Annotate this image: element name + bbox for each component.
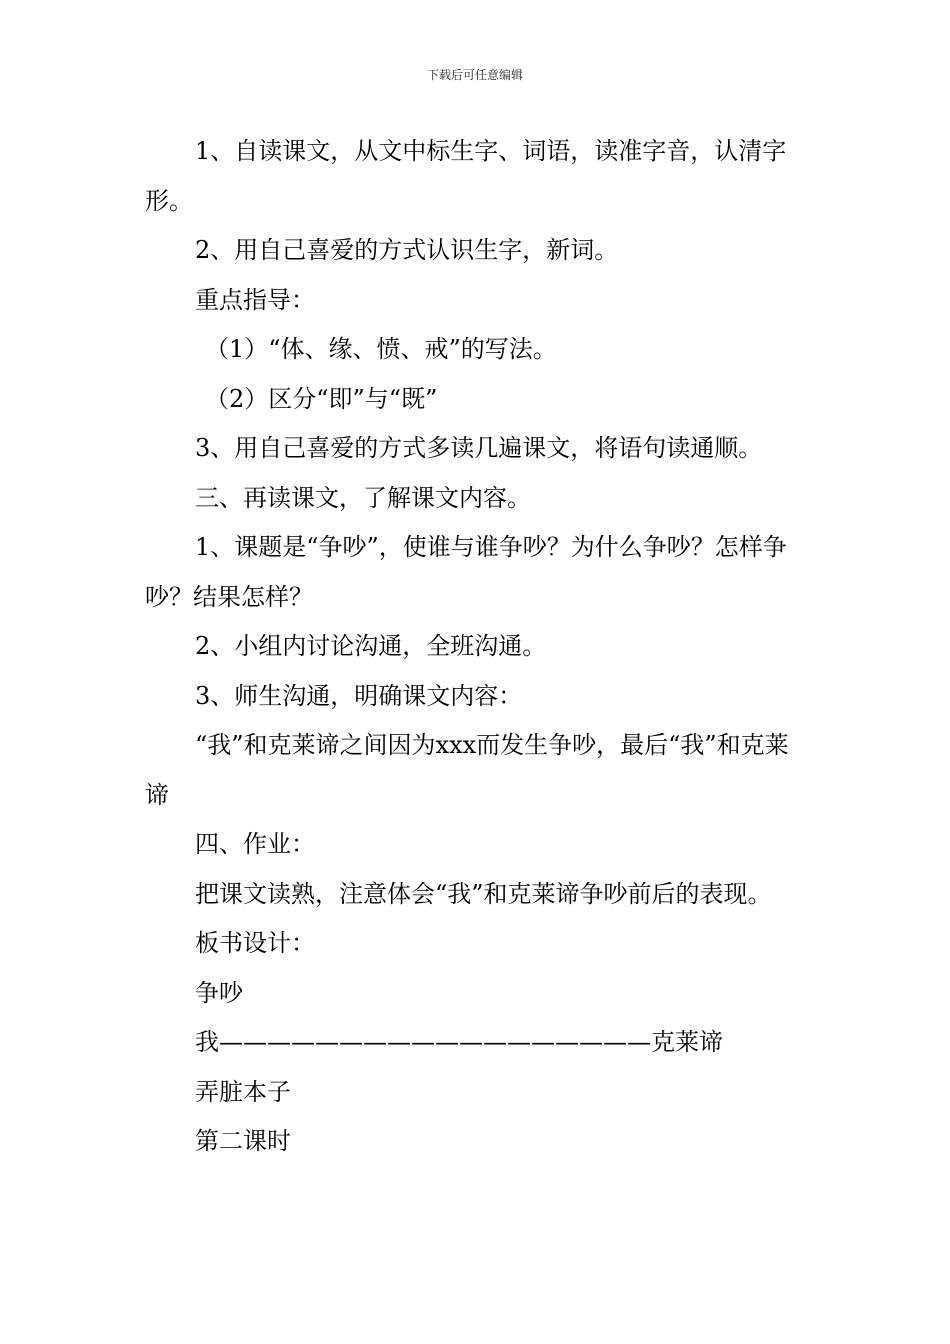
blackboard-line: 我——————————————————克莱谛 — [195, 1028, 723, 1056]
section-heading: 四、作业： — [195, 830, 315, 858]
paragraph: （2）区分“即”与“既” — [205, 384, 438, 413]
paragraph: 把课文读熟，注意体会“我”和克莱谛争吵前后的表现。 — [195, 879, 772, 908]
document-body — [145, 127, 807, 1167]
paragraph: 1、自读课文，从文中标生字、词语，读准字音，认清字形。 — [145, 137, 787, 215]
paragraph: 3、师生沟通，明确课文内容： — [195, 681, 523, 710]
blackboard-line: 争吵 — [195, 978, 243, 1007]
paragraph: 板书设计： — [195, 929, 315, 957]
paragraph: “我”和克莱谛之间因为xxx而发生争吵，最后“我”和克莱谛 — [145, 731, 789, 809]
paragraph: 1、课题是“争吵”，使谁与谁争吵？为什么争吵？怎样争吵？结果怎样？ — [145, 533, 787, 611]
paragraph: 2、小组内讨论沟通，全班沟通。 — [195, 632, 547, 660]
page-header: 下载后可任意编辑 — [426, 68, 523, 82]
blackboard-line: 弄脏本子 — [195, 1077, 291, 1106]
paragraph: 2、用自己喜爱的方式认识生字，新词。 — [195, 236, 619, 264]
section-heading: 第二课时 — [195, 1127, 291, 1155]
section-heading: 三、再读课文，了解课文内容。 — [195, 483, 531, 512]
paragraph: 重点指导： — [195, 285, 315, 314]
paragraph: （1）“体、缘、愤、戒”的写法。 — [205, 335, 557, 363]
paragraph: 3、用自己喜爱的方式多读几遍课文，将语句读通顺。 — [195, 434, 763, 462]
